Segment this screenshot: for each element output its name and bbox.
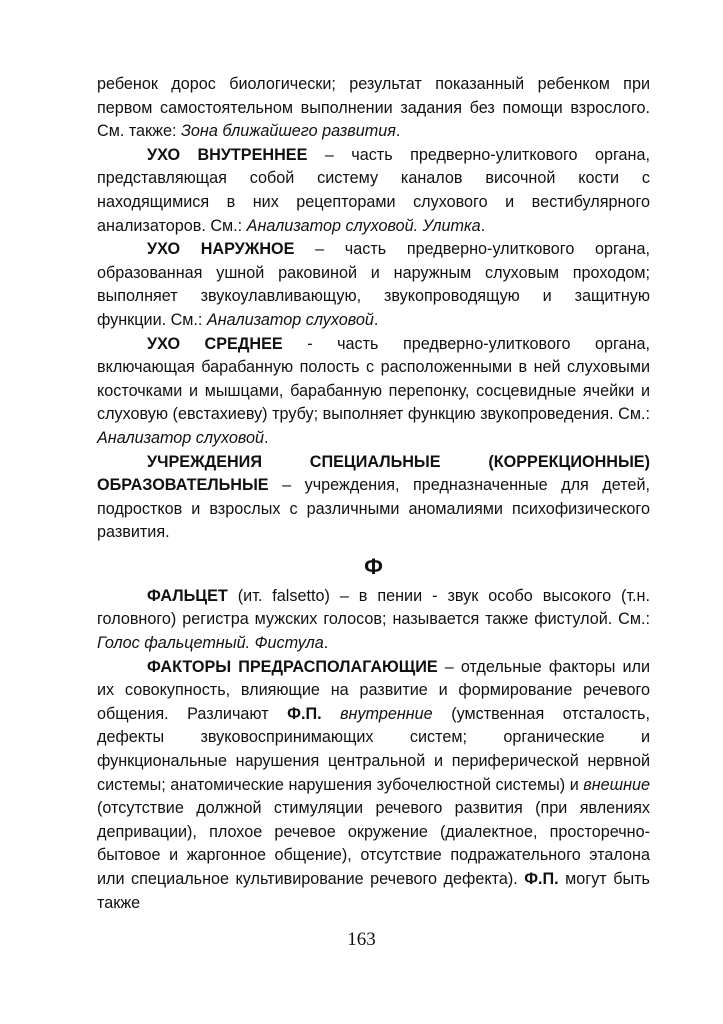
paragraph-continuation: ребенок дорос биологически; результат показанный ребенком при первом самостоятельном выполнении задания без помощи взрослого. См. также: Зона ближайшего развития. <box>97 75 650 141</box>
entry-uho-srednee: УХО СРЕДНЕЕ - часть предверно-улиткового органа, включающая барабанную полость с расположенными в ней слуховыми косточками и мышцами, барабанную перепонку, сосцевидные ячейки и слуховую (евстахиеву) трубу; выполняет функцию звукопроведения. См.: Анализатор слуховой. <box>97 334 651 447</box>
entry-falcet: ФАЛЬЦЕТ (ит. falsetto) – в пении - звук особо высокого (т.н. головного) регистра мужских голосов; называется также фистулой. См.: Голос фальцетный. Фистула. <box>97 586 650 653</box>
cross-reference: Фистула <box>254 634 324 653</box>
cross-reference: Анализатор слуховой <box>97 428 264 447</box>
entry-term: УХО ВНУТРЕННЕЕ <box>147 145 308 164</box>
cross-reference: Анализатор слуховой <box>206 310 374 329</box>
abbreviation: Ф.П. <box>524 870 559 888</box>
page-number: 163 <box>347 929 376 950</box>
entry-uho-naruzhnoe: УХО НАРУЖНОЕ – часть предверно-улиткового органа, образованная ушной раковиной и наружным слуховым проходом; выполняет звукоулавливающую, звукопроводящую и защитную функции. См.: Анализатор слуховой. <box>97 240 650 329</box>
cross-reference: Анализатор слуховой <box>246 216 414 235</box>
entry-term: УЧРЕЖДЕНИЯ СПЕЦИАЛЬНЫЕ (КОРРЕКЦИОННЫЕ) ОБРАЗОВАТЕЛЬНЫЕ <box>97 452 650 495</box>
entry-term: ФАКТОРЫ ПРЕДРАСПОЛАГАЮЩИЕ <box>147 657 438 676</box>
page-body <box>97 73 650 915</box>
cross-reference: Зона ближайшего развития <box>180 122 396 141</box>
emphasis: внутренние <box>340 704 433 723</box>
entry-term: УХО СРЕДНЕЕ <box>147 334 283 353</box>
cross-reference: Улитка <box>422 216 481 235</box>
entry-term: УХО НАРУЖНОЕ <box>147 240 295 259</box>
entry-uchrezhdeniya: УЧРЕЖДЕНИЯ СПЕЦИАЛЬНЫЕ (КОРРЕКЦИОННЫЕ) ОБРАЗОВАТЕЛЬНЫЕ – учреждения, предназначенные для детей, подростков и взрослых с различными аномалиями психофизического развития. <box>97 452 650 542</box>
entry-faktory: ФАКТОРЫ ПРЕДРАСПОЛАГАЮЩИЕ – отдельные факторы или их совокупность, влияющие на развитие и формирование речевого общения. Различают Ф.П. внутренние (умственная отсталость, дефекты звуковоспринимающих систем; органические и функциональные нарушения центральной и периферической нервной системы; анатомические нарушения зубочелюстной системы) и внешние (отсутствие должной стимуляции речевого развития (при явлениях депривации), плохое речевое окружение (диалектное, просторечно-бытовое и жаргонное общение), отсутствие подражательного эталона или специальное культивирование речевого дефекта). Ф.П. могут быть также <box>97 657 650 912</box>
emphasis: внешние <box>583 775 650 794</box>
section-letter: Ф <box>364 553 383 579</box>
cross-reference: Голос фальцетный <box>97 634 246 653</box>
entry-term: ФАЛЬЦЕТ <box>147 586 228 605</box>
abbreviation: Ф.П. <box>287 704 322 723</box>
entry-uho-vnutrennee: УХО ВНУТРЕННЕЕ – часть предверно-улиткового органа, представляющая собой систему каналов височной кости с находящимися в них рецепторами слухового и вестибулярного анализаторов. См.: Анализатор слуховой. Улитка. <box>97 145 650 235</box>
